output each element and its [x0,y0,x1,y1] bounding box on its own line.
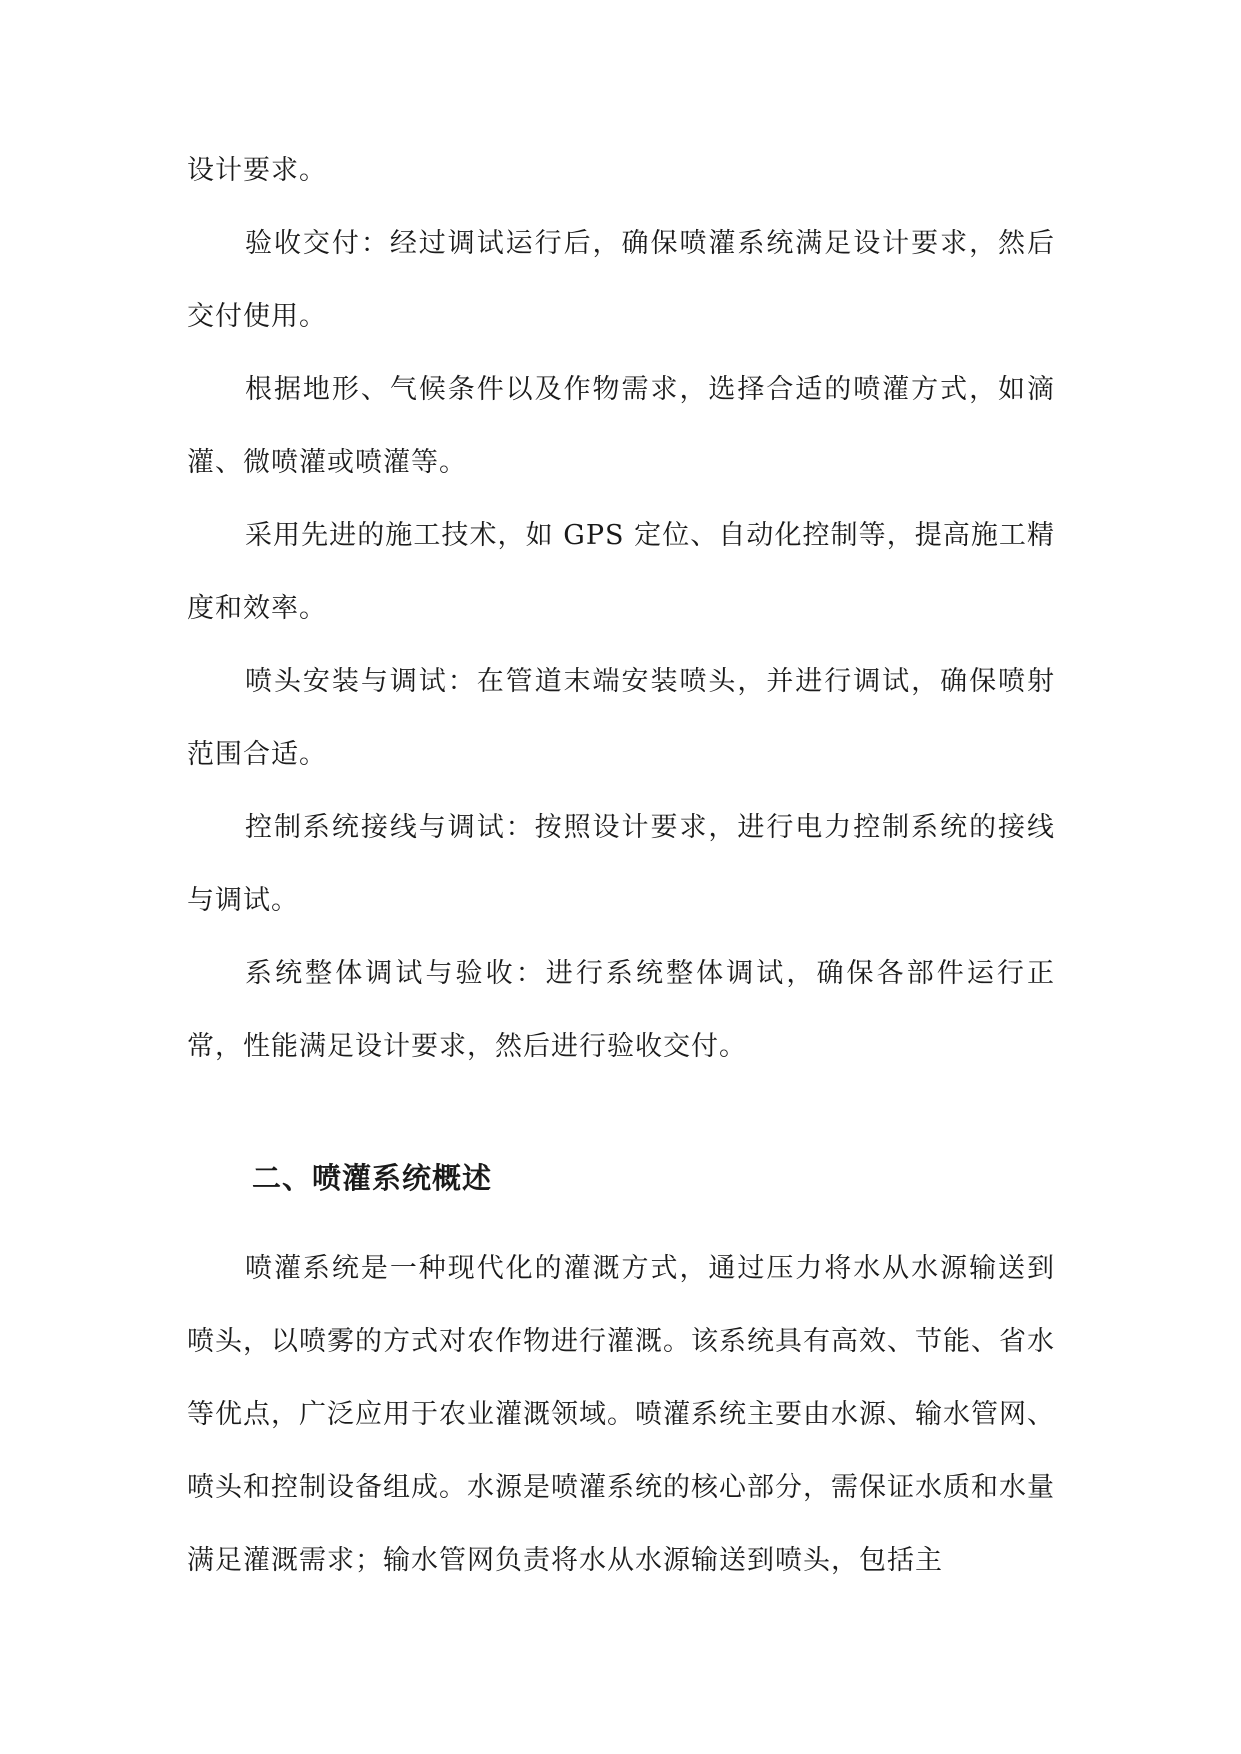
paragraph-continuation: 设计要求。 [187,155,327,186]
paragraph-acceptance-delivery: 验收交付：经过调试运行后，确保喷灌系统满足设计要求，然后交付使用。 [187,228,1055,332]
paragraph-system-overview: 喷灌系统是一种现代化的灌溉方式，通过压力将水从水源输送到喷头，以喷雾的方式对农作物进行灌溉。该系统具有高效、节能、省水等优点，广泛应用于农业灌溉领域。喷灌系统主要由水源、输水管网、喷头和控制设备组成。水源是喷灌系统的核心部分，需保证水质和水量满足灌溉需求；输水管网负责将水从水源输送到喷头，包括主 [187,1253,1055,1576]
paragraph-control-wiring: 控制系统接线与调试：按照设计要求，进行电力控制系统的接线与调试。 [187,812,1055,916]
paragraph-system-acceptance: 系统整体调试与验收：进行系统整体调试，确保各部件运行正常，性能满足设计要求，然后进行验收交付。 [187,958,1055,1062]
paragraph-construction-technology: 采用先进的施工技术，如 GPS 定位、自动化控制等，提高施工精度和效率。 [187,520,1055,624]
paragraph-sprinkler-installation: 喷头安装与调试：在管道末端安装喷头，并进行调试，确保喷射范围合适。 [187,666,1055,770]
section-heading: 二、喷灌系统概述 [252,1161,493,1195]
paragraph-irrigation-method: 根据地形、气候条件以及作物需求，选择合适的喷灌方式，如滴灌、微喷灌或喷灌等。 [187,374,1055,478]
